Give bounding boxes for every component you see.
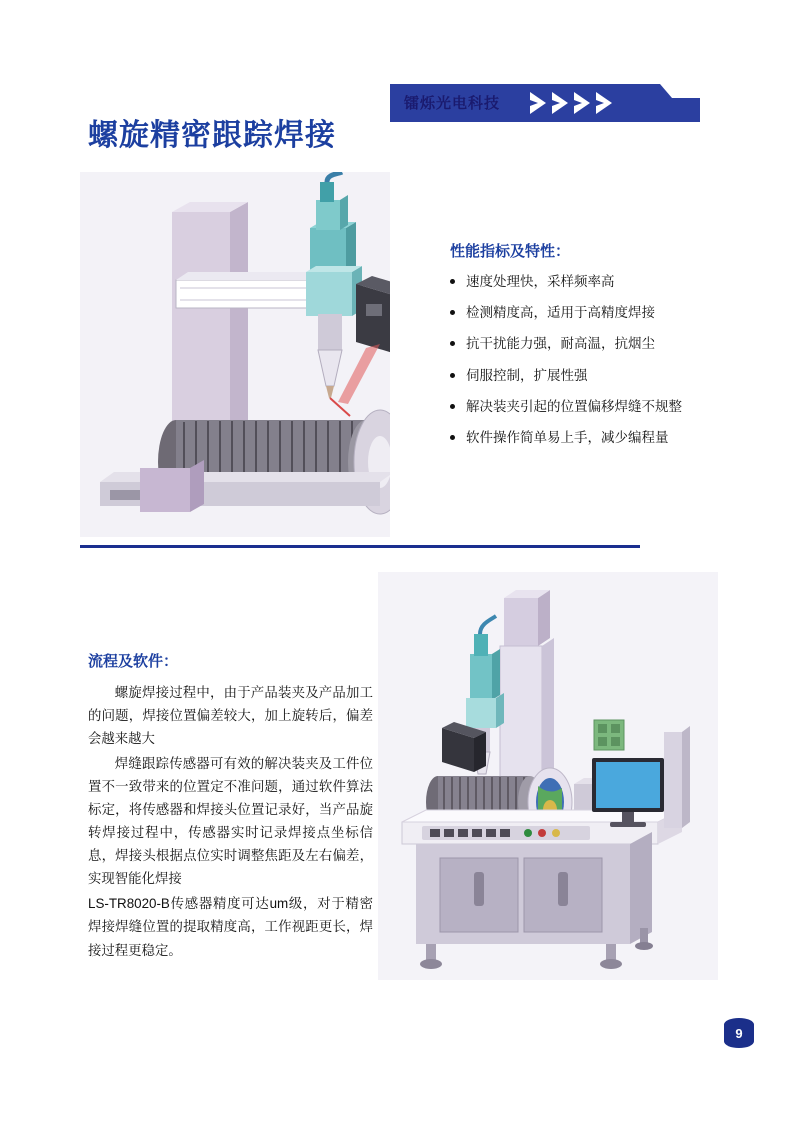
- page-title: 螺旋精密跟踪焊接: [88, 119, 336, 152]
- bullet-icon: [450, 310, 455, 315]
- bullet-icon: [450, 279, 455, 284]
- top-product-image: [80, 172, 390, 537]
- brand-name: 镭烁光电科技: [404, 95, 501, 112]
- flow-paragraph: 螺旋焊接过程中，由于产品装夹及产品加工的问题，焊接位置偏差较大，加上旋转后，偏差会越来越大: [88, 685, 373, 747]
- spec-item: [450, 273, 770, 291]
- bullet-icon: [450, 341, 455, 346]
- spec-item-label: 检测精度高，适用于高精度焊接: [466, 305, 655, 321]
- page-number-label: 9: [735, 1025, 743, 1041]
- spec-item: [450, 367, 770, 385]
- spec-item: [450, 335, 770, 353]
- spec-item: [450, 398, 770, 416]
- page-number-badge: [724, 1018, 754, 1048]
- spec-item-label: 解决装夹引起的位置偏移焊缝不规整: [466, 398, 682, 414]
- spec-item-label: 伺服控制，扩展性强: [466, 367, 588, 383]
- spec-item-label: 抗干扰能力强，耐高温，抗烟尘: [466, 336, 655, 352]
- flow-heading: 流程及软件：: [88, 653, 179, 670]
- bullet-icon: [450, 404, 455, 409]
- spec-item: [450, 304, 770, 322]
- bottom-product-image: [378, 572, 718, 980]
- flow-block: [88, 650, 373, 964]
- spec-item-label: 速度处理快，采样频率高: [466, 274, 615, 289]
- spec-item-label: 软件操作简单易上手，减少编程量: [466, 430, 669, 446]
- section-divider: [80, 545, 640, 548]
- spec-heading: 性能指标及特性：: [450, 243, 571, 260]
- flow-paragraph: LS-TR8020-B传感器精度可达um级，对于精密焊接焊缝位置的提取精度高，工作视距更长，焊接过程更稳定。: [88, 896, 373, 958]
- spec-item: [450, 429, 770, 447]
- spec-block: [450, 240, 770, 460]
- bullet-icon: [450, 435, 455, 440]
- bullet-icon: [450, 373, 455, 378]
- flow-paragraph: 焊缝跟踪传感器可有效的解决装夹及工件位置不一致带来的位置定不准问题，通过软件算法标定，将传感器和焊接头位置记录好，当产品旋转焊接过程中，传感器实时记录焊接点坐标信息，焊接头根据点位实时调整焦距及左右偏差，实现智能化焊接: [88, 756, 373, 887]
